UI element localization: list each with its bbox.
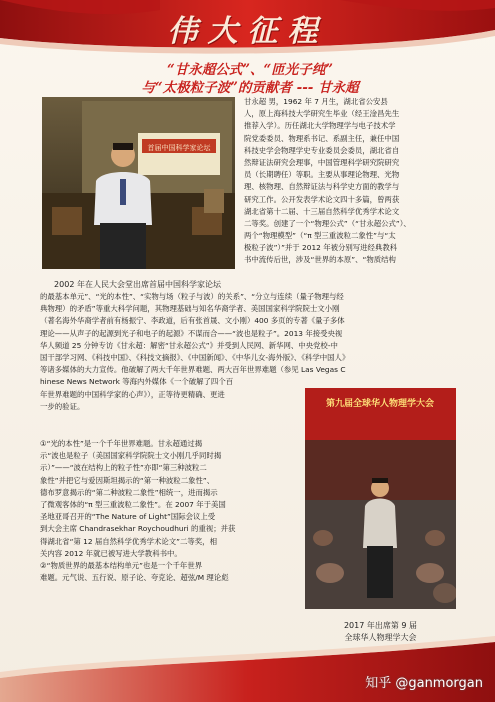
text-line: ②“物质世界的最基本结构单元”也是一个千年世界	[40, 560, 203, 570]
text-line: 等诸多媒体的大力宣传。他破解了两大千年世界难题、两大百年世界难题（参见 Las Vegas C	[40, 365, 346, 375]
text-line: 科技史学会物理学史专业委员会委员，湖北省自	[244, 145, 400, 155]
text-line: 然辩证法研究会理事，中国管理科学研究院研究	[244, 157, 400, 167]
article-heading-line1: “甘永超公式”、“匝光子纯”	[166, 62, 334, 78]
text-line: 两个“物理模型”（“π 型三重波粒二象性”与“太	[244, 231, 396, 241]
text-line: 到大会主席 Chandrasekhar Roychoudhuri 的重视；并获	[40, 524, 236, 534]
text-line: 书中流传后世，涉及“世界的本原”、“物质结构	[244, 255, 396, 265]
conference-photo	[305, 388, 456, 609]
text-line: 人，原上海科技大学研究生毕业（经王淦昌先生	[244, 109, 400, 119]
text-line: 湖北省第十二届、十三届自然科学优秀学术论文	[244, 206, 400, 216]
text-line: 关内容 2012 年就已被写进大学教科书中。	[40, 548, 182, 558]
text-line: 二等奖。创建了一个“物理公式”（“甘永超公式”）、	[244, 218, 411, 228]
banner-title: 伟大征程	[167, 14, 328, 49]
text-line: 理、核物理、自然辩证法与科学史方面的教学与	[244, 182, 400, 192]
conference-photo-image	[305, 388, 456, 609]
forum-screen-text: 首届中国科学家论坛	[147, 144, 211, 152]
forum-photo-caption: 2002 年在人民大会堂出席首届中国科学家论坛	[54, 280, 221, 289]
text-line: 示“波也是粒子（美国国家科学院院士文小刚几乎同时揭	[40, 451, 222, 461]
watermark: 知乎 @ganmorgan	[365, 676, 483, 691]
text-line: 院党委委员、物理系书记、系副主任，兼任中国	[244, 133, 400, 143]
text-line: 难题。元气说、五行说、原子论、夸克论、超弦/M 理论彪	[40, 573, 229, 583]
text-line: 的最基本单元”、“光的本性”、“实物与场（粒子与波）的关系”、“分立与连续（量子物理与经	[40, 292, 344, 301]
text-line: 得湖北省“第 12 届自然科学优秀学术论文”二等奖，相	[40, 536, 217, 546]
text-line: 了微观客体的“π 型三重波粒二象性”。在 2007 年于美国	[40, 499, 226, 509]
text-line: ①“光的本性”是一个千年世界难题。甘永超通过揭	[40, 439, 203, 448]
conference-banner-text: 第九届全球华人物理学大会	[325, 399, 435, 409]
caption-line: 2017 年出席第 9 届	[343, 621, 418, 630]
caption-line: 全球华人物理学大会	[344, 633, 417, 643]
text-line: 一步的验证。	[40, 401, 85, 411]
forum-photo	[42, 97, 235, 269]
text-line: hinese News Network 等海内外媒体《一个破解了四个百	[40, 377, 234, 387]
text-line: （著名海外华裔学者前有杨振宁、李政道，后有张首晟、文小刚）400 多页的专著《量子多体	[40, 316, 345, 326]
text-line: 甘永超 男，1962 年 7 月生，湖北省公安县	[244, 97, 388, 106]
text-line: 国干部学习网、《科技中国》、《科技文摘报》、《中国新闻》、《中华儿女-海外版》、《科学中国人》	[40, 352, 350, 362]
text-line: 极粒子波”）”并于 2012 年被分别写进经典教科	[244, 243, 398, 253]
text-line: 圣地亚哥召开的“The Nature of Light”国际会议上受	[40, 512, 216, 522]
text-line: 德布罗意揭示的“第二种波粒二象性”相统一，进而揭示	[40, 487, 218, 497]
text-line: 推荐入学）。历任湖北大学物理学与电子技术学	[244, 121, 396, 131]
text-line: 示）”——“波在结构上的粒子性”亦即“第三种波粒二	[40, 463, 207, 473]
text-line: 典物理）的矛盾”等重大科学问题，其物理基础与知名华裔学者、美国国家科学院院士文小刚	[40, 304, 340, 314]
text-line: 员（长期聘任）等职。主要从事理论物理、光物	[244, 170, 400, 180]
forum-photo-image	[42, 97, 235, 269]
problems-column	[40, 438, 298, 584]
text-line: 年世界难题的中国科学家的心声》），正等待更精确、更进	[40, 389, 225, 399]
intro-column	[244, 96, 449, 267]
text-line: 华人频道 25 分钟专访《甘永超：解密“甘永超公式”》并受到人民网、新华网、中央党校-中	[40, 340, 338, 350]
text-line: 研究工作。公开发表学术论文四十多篇，曾两获	[244, 194, 400, 204]
text-line: 象性”并把它与爱因斯坦揭示的“第一种波粒二象性”、	[40, 475, 215, 485]
footer-decoration	[0, 632, 495, 702]
article-heading-line2: 与“太极粒子波”的贡献者 --- 甘永超	[141, 80, 359, 96]
text-line: 理论——从声子的起源到光子和电子的起源》不谋而合——“波也是粒子”。2013 年接受央视	[40, 328, 343, 338]
